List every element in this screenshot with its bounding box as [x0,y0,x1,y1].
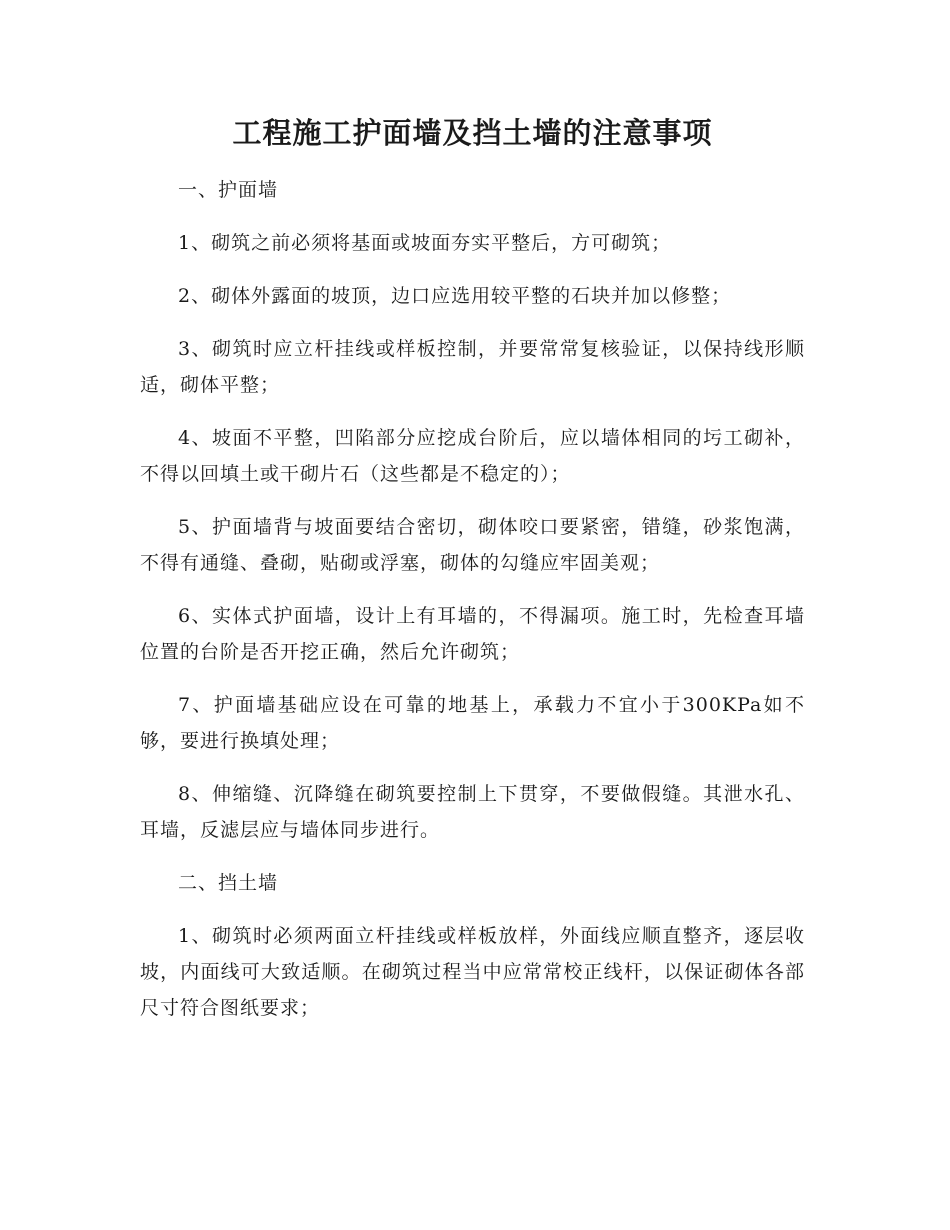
list-item: 3、砌筑时应立杆挂线或样板控制，并要常常复核验证，以保持线形顺适，砌体平整； [140,338,805,396]
list-item: 1、砌筑时必须两面立杆挂线或样板放样，外面线应顺直整齐，逐层收坡，内面线可大致适顺。在砌筑过程当中应常常校正线杆，以保证砌体各部尺寸符合图纸要求； [140,925,805,1019]
list-item: 7、护面墙基础应设在可靠的地基上，承载力不宜小于300KPa如不够，要进行换填处理； [140,694,805,752]
section-retaining-wall [140,865,805,1026]
list-item: 2、砌体外露面的坡顶，边口应选用较平整的石块并加以修整； [178,285,732,307]
list-item: 1、砌筑之前必须将基面或坡面夯实平整后，方可砌筑； [178,232,672,254]
list-item: 5、护面墙背与坡面要结合密切，砌体咬口要紧密，错缝，砂浆饱满，不得有通缝、叠砌，贴砌或浮塞，砌体的勾缝应牢固美观； [140,516,805,574]
document-page [140,110,805,1043]
section-heading: 一、护面墙 [178,179,279,201]
list-item: 4、坡面不平整，凹陷部分应挖成台阶后，应以墙体相同的圬工砌补，不得以回填土或干砌片石（这些都是不稳定的）； [140,427,805,485]
section-heading: 二、挡土墙 [178,872,279,894]
section-retaining-facing-wall [140,172,805,848]
list-item: 8、伸缩缝、沉降缝在砌筑要控制上下贯穿，不要做假缝。其泄水孔、耳墙，反滤层应与墙体同步进行。 [140,783,805,841]
list-item: 6、实体式护面墙，设计上有耳墙的，不得漏项。施工时，先检查耳墙位置的台阶是否开挖正确，然后允许砌筑； [140,605,805,663]
document-title: 工程施工护面墙及挡土墙的注意事项 [232,116,713,150]
